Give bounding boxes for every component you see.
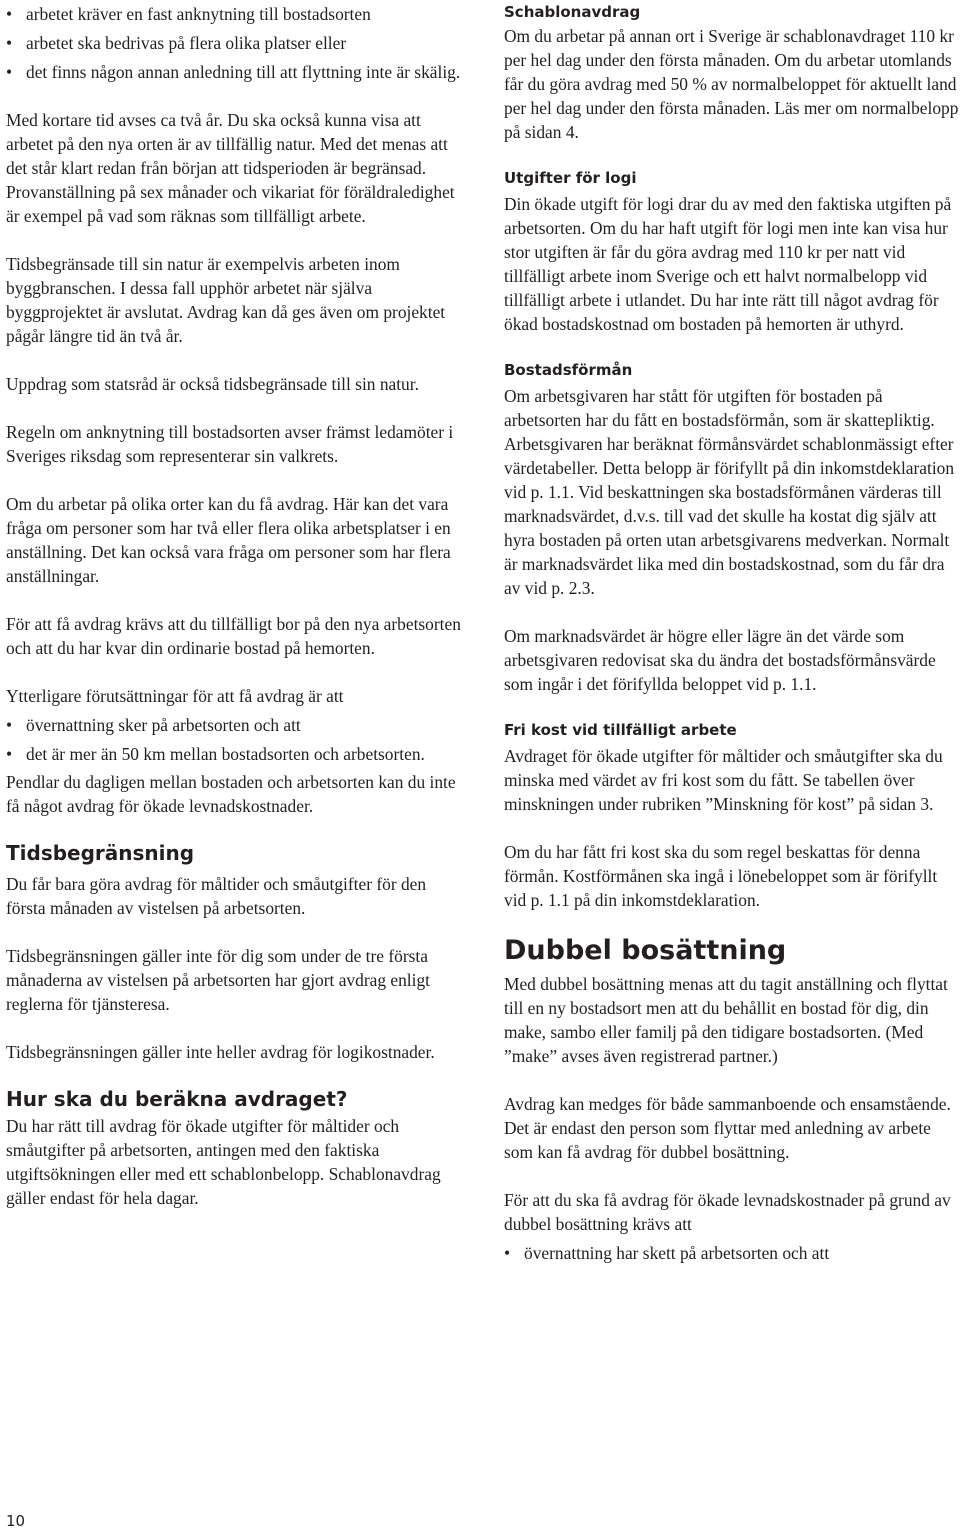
paragraph-ytterligare: Ytterligare förutsättningar för att få avdrag är att [6, 686, 344, 706]
list-item: • övernattning har skett på arbetsorten och att [504, 1241, 960, 1265]
left-column [6, 2, 468, 1210]
paragraph-tidsbegransade: Tidsbegränsade till sin natur är exempelvis arbeten inom byggbranschen. I dessa fall upphör arbetet när själva byggprojektet är avslutat. Avdrag kan då ges även om projektet pågår längre tid än två år. [6, 254, 446, 346]
heading-hur-berakna: Hur ska du beräkna avdraget? [6, 1087, 348, 1111]
paragraph-dubbel-bosattning-1: Med dubbel bosättning menas att du tagit anställning och flyttat till en ny bostadsort men att du behållit en bostad för dig, din make, sambo eller familj på den tidigare bostadsorten. (Med ”make” avses även registrerad partner.) [504, 974, 948, 1066]
paragraph-dubbel-bosattning-2: Avdrag kan medges för både sammanboende och ensamstående. Det är endast den person som flyttar med anledning av arbete som kan få avdrag för dubbel bosättning. [504, 1094, 951, 1162]
paragraph-regeln: Regeln om anknytning till bostadsorten avser främst ledamöter i Sveriges riksdag som representerar sin valkrets. [6, 422, 454, 466]
paragraph-schablonavdrag: Om du arbetar på annan ort i Sverige är schablonavdraget 110 kr per hel dag under den första månaden. Om du arbetar utomlands får du göra avdrag med 50 % av normalbeloppet för aktuellt land per hel dag under den första månaden. Läs mer om normalbelopp på sidan 4. [504, 26, 959, 142]
paragraph-hur-berakna: Du har rätt till avdrag för ökade utgifter för måltider och småutgifter på arbetsorten, antingen med den faktiska utgiftsökningen eller med ett schablonbelopp. Schablonavdrag gäller endast för hela dagar. [6, 1116, 441, 1208]
paragraph-pendlar: Pendlar du dagligen mellan bostaden och arbetsorten kan du inte få något avdrag för ökade levnadskostnader. [6, 772, 456, 816]
paragraph-uppdrag: Uppdrag som statsråd är också tidsbegränsade till sin natur. [6, 374, 419, 394]
paragraph-for-att-fa-avdrag: För att få avdrag krävs att du tillfälligt bor på den nya arbetsorten och att du har kvar din ordinarie bostad på hemorten. [6, 614, 461, 658]
heading-schablonavdrag: Schablonavdrag [504, 3, 641, 21]
list-item: • arbetet ska bedrivas på flera olika platser eller [6, 31, 468, 55]
bullet-list-top [6, 2, 468, 84]
heading-bostadsforman: Bostadsförmån [504, 361, 633, 379]
bullet-list-middle [6, 713, 468, 766]
paragraph-fri-kost-1: Avdraget för ökade utgifter för måltider och småutgifter ska du minska med värdet av fri kost som du fått. Se tabellen över minskningen under rubriken ”Minskning för kost” på sidan 3. [504, 746, 943, 814]
list-item: • det är mer än 50 km mellan bostadsorten och arbetsorten. [6, 742, 468, 766]
heading-fri-kost: Fri kost vid tillfälligt arbete [504, 721, 737, 739]
right-column [504, 2, 960, 1265]
page-number: 10 [6, 1512, 26, 1530]
paragraph-dubbel-bosattning-3: För att du ska få avdrag för ökade levnadskostnader på grund av dubbel bosättning krävs att [504, 1190, 951, 1234]
list-item: • övernattning sker på arbetsorten och att [6, 713, 468, 737]
paragraph-bostadsforman-1: Om arbetsgivaren har stått för utgiften för bostaden på arbetsorten har du fått en bostadsförmån, som är skattepliktig. Arbetsgivaren har beräknat förmånsvärdet schablonmässigt efter värdetabeller. Detta belopp är förifyllt på din inkomstdeklaration vid p. 1.1. Vid beskattningen ska bostadsförmånen värderas till marknadsvärdet, d.v.s. till vad det skulle ha kostat dig själv att hyra bostaden på orten utan arbetsgivarens medverkan. Normalt är marknadsvärdet lika med din bostadskostnad, som du får dra av vid p. 2.3. [504, 386, 955, 598]
paragraph-olika-orter: Om du arbetar på olika orter kan du få avdrag. Här kan det vara fråga om personer som har två eller flera olika arbetsplatser i en anställning. Det kan också vara fråga om personer som har flera anställningar. [6, 494, 451, 586]
paragraph-kortare-tid: Med kortare tid avses ca två år. Du ska också kunna visa att arbetet på den nya orten är av tillfällig natur. Med det menas att det står klart redan från början att tidsperioden är begränsad. Provanställning på sex månader och vikariat för föräldraledighet är exempel på vad som räknas som tillfälligt arbete. [6, 110, 455, 226]
paragraph-tidsbegransning-1: Du får bara göra avdrag för måltider och småutgifter för den första månaden av vistelsen på arbetsorten. [6, 874, 427, 918]
paragraph-utgifter-for-logi: Din ökade utgift för logi drar du av med den faktiska utgiften på arbetsorten. Om du har haft utgift för logi men inte kan visa hur stor utgiften är får du göra avdrag med 110 kr per natt vid tillfälligt arbete inom Sverige och ett halvt normalbelopp vid tillfälligt arbete i utlandet. Du har inte rätt till något avdrag för ökad bostadskostnad om bostaden på hemorten är uthyrd. [504, 194, 952, 334]
list-item: • arbetet kräver en fast anknytning till bostadsorten [6, 2, 468, 26]
paragraph-tidsbegransning-2: Tidsbegränsningen gäller inte för dig som under de tre första månaderna av vistelsen på arbetsorten har gjort avdrag enligt reglerna för tjänsteresa. [6, 946, 430, 1014]
paragraph-tidsbegransning-3: Tidsbegränsningen gäller inte heller avdrag för logikostnader. [6, 1042, 435, 1062]
list-item: • det finns någon annan anledning till att flyttning inte är skälig. [6, 60, 468, 84]
paragraph-bostadsforman-2: Om marknadsvärdet är högre eller lägre än det värde som arbetsgivaren redovisat ska du ändra det bostadsförmånsvärde som ingår i det förifyllda beloppet vid p. 1.1. [504, 626, 936, 694]
heading-utgifter-for-logi: Utgifter för logi [504, 169, 637, 187]
bullet-list-bottom [504, 1241, 960, 1265]
heading-dubbel-bosattning: Dubbel bosättning [504, 935, 787, 966]
paragraph-fri-kost-2: Om du har fått fri kost ska du som regel beskattas för denna förmån. Kostförmånen ska ingå i lönebeloppet som är förifyllt vid p. 1.1 på din inkomstdeklaration. [504, 842, 938, 910]
heading-tidsbegransning: Tidsbegränsning [6, 841, 195, 865]
